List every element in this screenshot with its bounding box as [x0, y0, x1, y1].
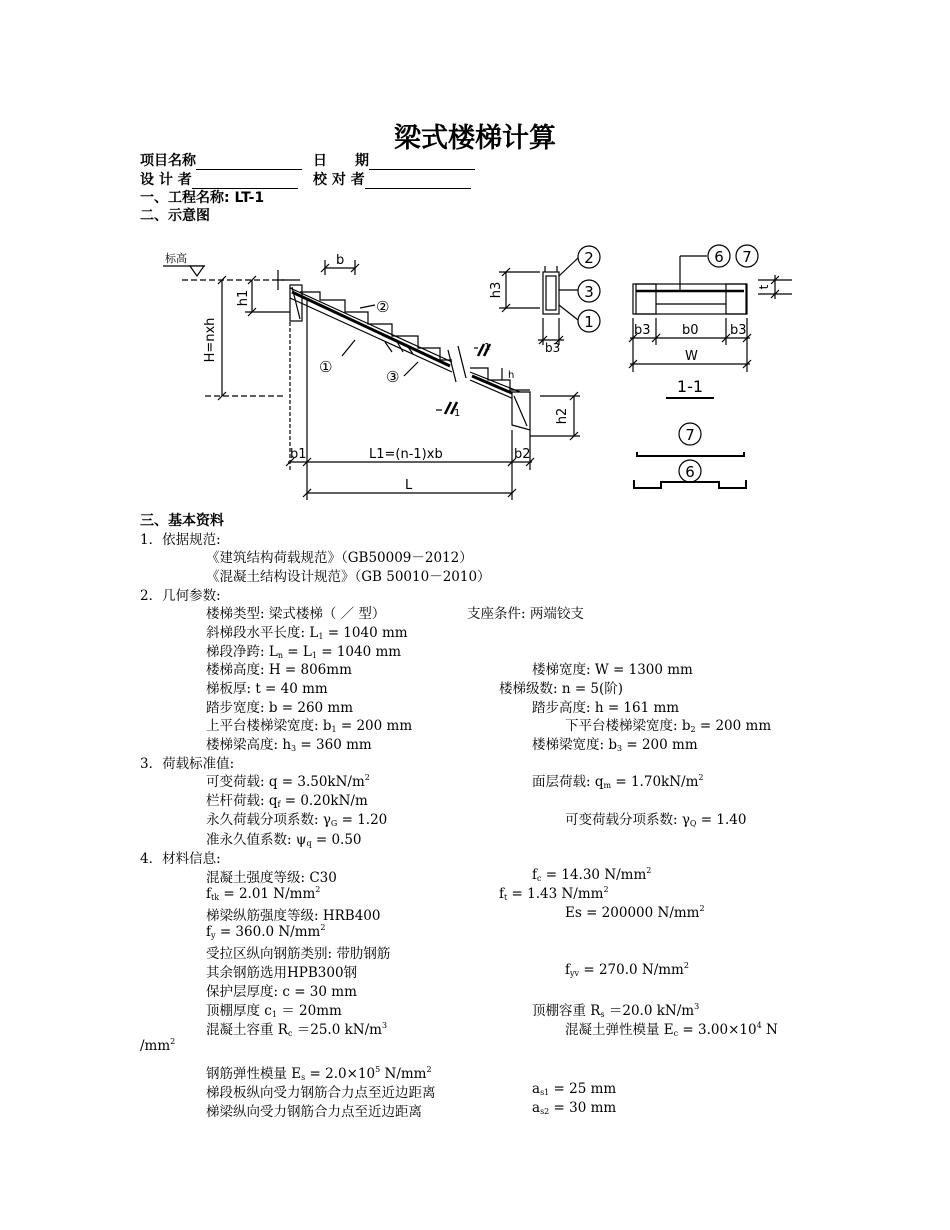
callout-2: ②: [376, 298, 390, 316]
H-label: H=nxh: [203, 317, 218, 363]
ceiling-thickness: 顶棚厚度 $c_1 = 20mm$: [206, 1003, 342, 1019]
L1-label: L1=(n-1)xb: [369, 447, 443, 462]
callout-3: ③: [386, 368, 400, 386]
steel-modulus: 钢筋弹性模量 $E_s = 2.0\times 10^5$ $N/mm^2$: [206, 1065, 432, 1082]
L-label: L: [405, 478, 413, 493]
fc-value: $f_c = 14.30$ $N/mm^2$: [532, 866, 652, 883]
beam-rebar-distance-label: 梯梁纵向受力钢筋合力点至近边距离: [206, 1104, 422, 1120]
cover-thickness: 保护层厚度: c = 30 mm: [206, 984, 357, 1000]
code-concrete: 《混凝土结构设计规范》（GB 50010－2010）: [206, 569, 491, 585]
stair-width: 楼梯宽度: W = 1300 mm: [532, 662, 693, 678]
stair-diagram: [150, 238, 800, 500]
material-heading: 4．材料信息:: [140, 851, 221, 867]
stair-beam-height: 楼梯梁高度: $h_3 = 360$ mm: [206, 737, 372, 753]
h1-label: h1: [236, 289, 251, 307]
rebar-callout-7: 7: [685, 426, 695, 444]
other-rebar: 其余钢筋选用HPB300钢: [206, 965, 358, 981]
step-count: 楼梯级数: n = 5(阶): [499, 681, 624, 697]
date-row: [313, 150, 475, 170]
concrete-modulus-unit: $/mm^2$: [140, 1037, 176, 1054]
Es-value: Es = 200000 $N/mm^2$: [565, 904, 705, 921]
ft-value: $f_t = 1.43$ $N/mm^2$: [499, 885, 609, 902]
beam-callout-3: 3: [584, 283, 594, 301]
checker-label: 校 对 者: [313, 172, 365, 188]
section-basic: 三、基本资料: [140, 513, 224, 529]
cut-mark-bottom: 1: [454, 408, 461, 419]
step-height: 踏步高度: h = 161 mm: [532, 700, 680, 716]
section-callout-7: 7: [742, 248, 752, 266]
b3-label-beam: b3: [545, 341, 561, 355]
project-name-row: [140, 150, 302, 170]
permanent-factor: 永久荷载分项系数: $\gamma_G = 1.20$: [206, 812, 388, 828]
variable-factor: 可变荷载分项系数: $\gamma_Q = 1.40$: [565, 812, 747, 828]
page-title: 梁式楼梯计算: [394, 123, 556, 154]
beam-rebar-distance: $a_{s2} = 30$ mm: [532, 1100, 617, 1116]
clear-span: 梯段净跨: $L_n = L_1 = 1040$ mm: [206, 644, 402, 660]
code-load: 《建筑结构荷载规范》（GB50009－2012）: [206, 550, 473, 566]
elevation-label: 标高: [165, 252, 187, 265]
concrete-density: 混凝土容重 $R_c =25.0$ $kN/m^3$: [206, 1021, 388, 1038]
fyv-value: $f_{yv} = 270.0$ $N/mm^2$: [565, 961, 689, 978]
beam-callout-2: 2: [584, 249, 594, 267]
concrete-modulus: 混凝土弹性模量 $E_c = 3.00\times 10^4$ N: [565, 1021, 778, 1038]
slab-rebar-distance-label: 梯段板纵向受力钢筋合力点至近边距离: [206, 1085, 436, 1101]
upper-beam-width: 上平台楼梯梁宽度: $b_1 = 200$ mm: [206, 718, 413, 734]
section-project: 一、工程名称: LT-1: [140, 190, 265, 206]
basis-heading: 1．依据规范:: [140, 532, 221, 548]
checker-row: [313, 169, 471, 189]
section-title: 1-1: [676, 377, 704, 396]
slab-rebar-distance: $a_{s1} = 25$ mm: [532, 1081, 617, 1097]
designer-label: 设 计 者: [140, 172, 192, 188]
stair-beam-width: 楼梯梁宽度: $b_3 = 200$ mm: [532, 737, 698, 753]
checker-field[interactable]: [365, 174, 471, 189]
h3-label: h3: [489, 281, 504, 299]
step-width: 踏步宽度: b = 260 mm: [206, 700, 354, 716]
cut-mark-top: 1: [484, 342, 491, 353]
b-label: b: [336, 253, 345, 268]
project-name-field[interactable]: [196, 155, 302, 170]
date-label: 日 期: [313, 153, 369, 169]
date-field[interactable]: [369, 155, 475, 170]
slope-length: 斜梯段水平长度: $L_1 = 1040$ mm: [206, 625, 408, 641]
section-diagram: 二、示意图: [140, 208, 210, 224]
load-heading: 3．荷载标准值:: [140, 756, 235, 772]
concrete-grade: 混凝土强度等级: C30: [206, 870, 337, 886]
finish-load: 面层荷载: $q_m = 1.70kN/m^2$: [532, 773, 704, 790]
stair-type: 楼梯类型: 梁式楼梯（ ／ 型）: [206, 606, 386, 622]
lower-beam-width: 下平台楼梯梁宽度: $b_2 = 200$ mm: [565, 718, 772, 734]
ceiling-density: 顶棚容重 $R_s =20.0$ $kN/m^3$: [532, 1002, 700, 1019]
section-callout-6: 6: [714, 248, 724, 266]
quasi-permanent-factor: 准永久值系数: $\psi_q = 0.50$: [206, 832, 362, 848]
ftk-value: $f_{tk} = 2.01$ $N/mm^2$: [206, 885, 321, 902]
beam-callout-1: 1: [584, 313, 594, 331]
h2-label: h2: [555, 407, 570, 425]
b0-label: b0: [682, 323, 699, 338]
h-label: h: [508, 370, 515, 381]
rebar-callout-6: 6: [685, 463, 695, 481]
rebar-grade: 梯梁纵筋强度等级: HRB400: [206, 908, 381, 924]
callout-1: ①: [319, 358, 333, 376]
slab-thickness: 梯板厚: t = 40 mm: [206, 681, 328, 697]
designer-row: [140, 169, 298, 189]
fy-value: $f_y = 360.0$ $N/mm^2$: [206, 923, 326, 940]
live-load: 可变荷载: $q = 3.50kN/m^2$: [206, 773, 370, 790]
geo-heading: 2．几何参数:: [140, 588, 221, 604]
railing-load: 栏杆荷载: $q_f = 0.20kN/m$: [206, 793, 368, 809]
stair-height: 楼梯高度: H = 806mm: [206, 662, 352, 678]
t-label: t: [757, 284, 771, 290]
project-name-label: 项目名称: [140, 153, 196, 169]
b3-label-right: b3: [730, 323, 747, 338]
tension-rebar-type: 受拉区纵向钢筋类别: 带肋钢筋: [206, 946, 391, 962]
b1-label: b1: [290, 447, 307, 462]
b3-label-left: b3: [634, 323, 651, 338]
support-condition: 支座条件: 两端铰支: [467, 606, 584, 622]
b2-label: b2: [514, 447, 531, 462]
W-label: W: [685, 349, 698, 364]
